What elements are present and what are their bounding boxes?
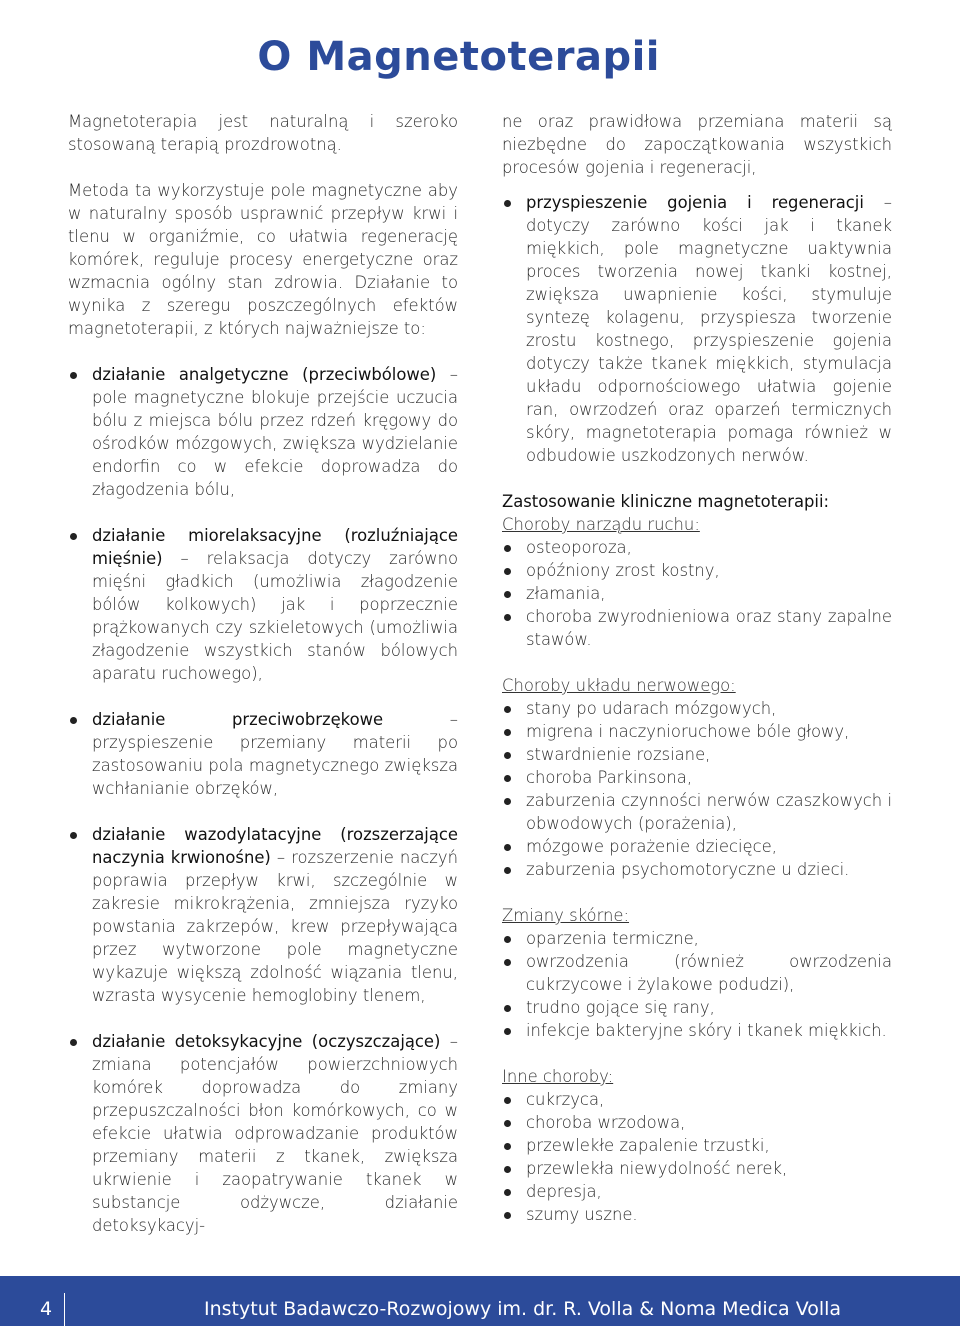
effects-list-continued <box>502 191 892 467</box>
list-item: szumy uszne. <box>502 1203 892 1226</box>
group-heading: Choroby narządu ruchu: <box>502 515 700 534</box>
page-number: 4 <box>40 1298 53 1320</box>
list-item: choroba wrzodowa, <box>502 1111 892 1134</box>
intro-paragraph-1: Magnetoterapia jest naturalną i szeroko stosowaną terapią prozdrowotną. <box>68 112 458 154</box>
footer-divider <box>64 1293 65 1326</box>
effects-list <box>68 363 458 1237</box>
list-item: infekcje bakteryjne skóry i tkanek miękkich. <box>502 1019 892 1042</box>
intro-paragraph-2: Metoda ta wykorzystuje pole magnetyczne aby w naturalny sposób usprawnić przepływ krwi i tlenu w organiźmie, co ułatwia regenerację komórek, reguluje procesy energetyczne oraz wzmacnia ogólny stan zdrowia. Działanie to wynika z szeregu poszczególnych efektów magnetoterapii, z których najważniejsze to: <box>68 181 458 338</box>
group-skin <box>502 904 892 1042</box>
clinical-heading: Zastosowanie kliniczne magnetoterapii: <box>502 492 830 511</box>
group-nervous <box>502 674 892 881</box>
group-heading: Inne choroby: <box>502 1067 614 1086</box>
group-list <box>502 1088 892 1226</box>
effect-item <box>68 1030 458 1237</box>
group-heading: Zmiany skórne: <box>502 906 630 925</box>
group-other <box>502 1065 892 1226</box>
effect-text: – przyspieszenie przemiany materii po zastosowaniu pola magnetycznego zwiększa wchłanianie obrzęków, <box>92 710 458 798</box>
effect-lead: działanie analgetyczne (przeciwbólowe) <box>92 365 437 384</box>
effect-text: – rozszerzenie naczyń poprawia przepływ krwi, szczególnie w zakresie mikrokrążenia, zmniejsza ryzyko powstania zakrzepów, krew przepływająca przez wytworzone pole magnetyczne wykazuje większą zdolność wiązania tlenu, wzrasta wysycenie hemoglobiny tlenem, <box>92 848 458 1005</box>
effect-text: – relaksacja dotyczy zarówno mięśni gładkich (umożliwia złagodzenie bólów kolkowych) jak i poprzecznie prążkowanych czy szkieletowych (umożliwia złagodzenie wszystkich stanów bólowych aparatu ruchowego), <box>92 549 458 683</box>
page-title: O Magnetoterapii <box>257 34 660 80</box>
group-heading: Choroby układu nerwowego: <box>502 676 736 695</box>
effect-item <box>68 708 458 800</box>
group-list <box>502 927 892 1042</box>
right-column <box>502 110 892 1249</box>
group-list <box>502 697 892 881</box>
effect-lead: działanie przeciwobrzękowe <box>92 710 384 729</box>
list-item: stany po udarach mózgowych, <box>502 697 892 720</box>
list-item: osteoporoza, <box>502 536 892 559</box>
list-item: trudno gojące się rany, <box>502 996 892 1019</box>
list-item: stwardnienie rozsiane, <box>502 743 892 766</box>
effect-text: – dotyczy zarówno kości jak i tkanek miękkich, pole magnetyczne uaktywnia proces tworzenia nowej tkanki kostnej, zwiększa uwapnienie kości, stymuluje syntezę kolagenu, przyspiesza tworzenie zrostu kostnego, przyspieszenie gojenia dotyczy także tkanek miękkich, stymulacja układu odpornościowego ułatwia gojenie ran, owrzodzeń oraz oparzeń termicznych skóry, magnetoterapia pomaga również w odbudowie uszkodzonych nerwów. <box>526 193 892 465</box>
effect-item <box>68 524 458 685</box>
effect-item <box>502 191 892 467</box>
list-item: zaburzenia psychomotoryczne u dzieci. <box>502 858 892 881</box>
footer-bar <box>0 1276 960 1326</box>
effect-text: – pole magnetyczne blokuje przejście uczucia bólu z miejsca bólu przez rdzeń kręgowy do ośrodków mózgowych, zwiększa wydzielanie endorfin co w efekcie doprowadza do złagodzenia bólu, <box>92 365 458 499</box>
effect-lead: działanie wazodylatacyjne (rozszerzające naczynia krwionośne) <box>92 825 458 867</box>
effect-text: – zmiana potencjałów powierzchniowych komórek doprowadza do zmiany przepuszczalności błon komórkowych, co w efekcie ułatwia odprowadzanie produktów przemiany materii z tkanek, zwiększa ukrwienie i zaopatrywanie tkanek w substancje odżywcze, działanie detoksykacyj- <box>92 1032 458 1235</box>
list-item: zaburzenia czynności nerwów czaszkowych i obwodowych (porażenia), <box>502 789 892 835</box>
list-item: przewlekła niewydolność nerek, <box>502 1157 892 1180</box>
list-item: złamania, <box>502 582 892 605</box>
effect-lead: działanie detoksykacyjne (oczyszczające) <box>92 1032 441 1051</box>
group-musculoskeletal <box>502 513 892 651</box>
effect-item <box>68 823 458 1007</box>
list-item: choroba zwyrodnieniowa oraz stany zapalne stawów. <box>502 605 892 651</box>
group-list <box>502 536 892 651</box>
list-item: mózgowe porażenie dziecięce, <box>502 835 892 858</box>
institute-name: Instytut Badawczo-Rozwojowy im. dr. R. Volla & Noma Medica Volla <box>204 1298 842 1320</box>
effect-item <box>68 363 458 501</box>
list-item: oparzenia termiczne, <box>502 927 892 950</box>
effect-lead: przyspieszenie gojenia i regeneracji <box>526 193 864 212</box>
list-item: owrzodzenia (również owrzodzenia cukrzycowe i żylakowe podudzi), <box>502 950 892 996</box>
list-item: przewlekłe zapalenie trzustki, <box>502 1134 892 1157</box>
left-column <box>68 110 458 1260</box>
continuation-text: ne oraz prawidłowa przemiana materii są niezbędne do zapoczątkowania wszystkich procesów gojenia i regeneracji, <box>502 112 892 177</box>
effect-lead: działanie miorelaksacyjne (rozluźniające mięśnie) <box>92 526 458 568</box>
list-item: depresja, <box>502 1180 892 1203</box>
list-item: opóźniony zrost kostny, <box>502 559 892 582</box>
list-item: choroba Parkinsona, <box>502 766 892 789</box>
list-item: migrena i naczynioruchowe bóle głowy, <box>502 720 892 743</box>
list-item: cukrzyca, <box>502 1088 892 1111</box>
